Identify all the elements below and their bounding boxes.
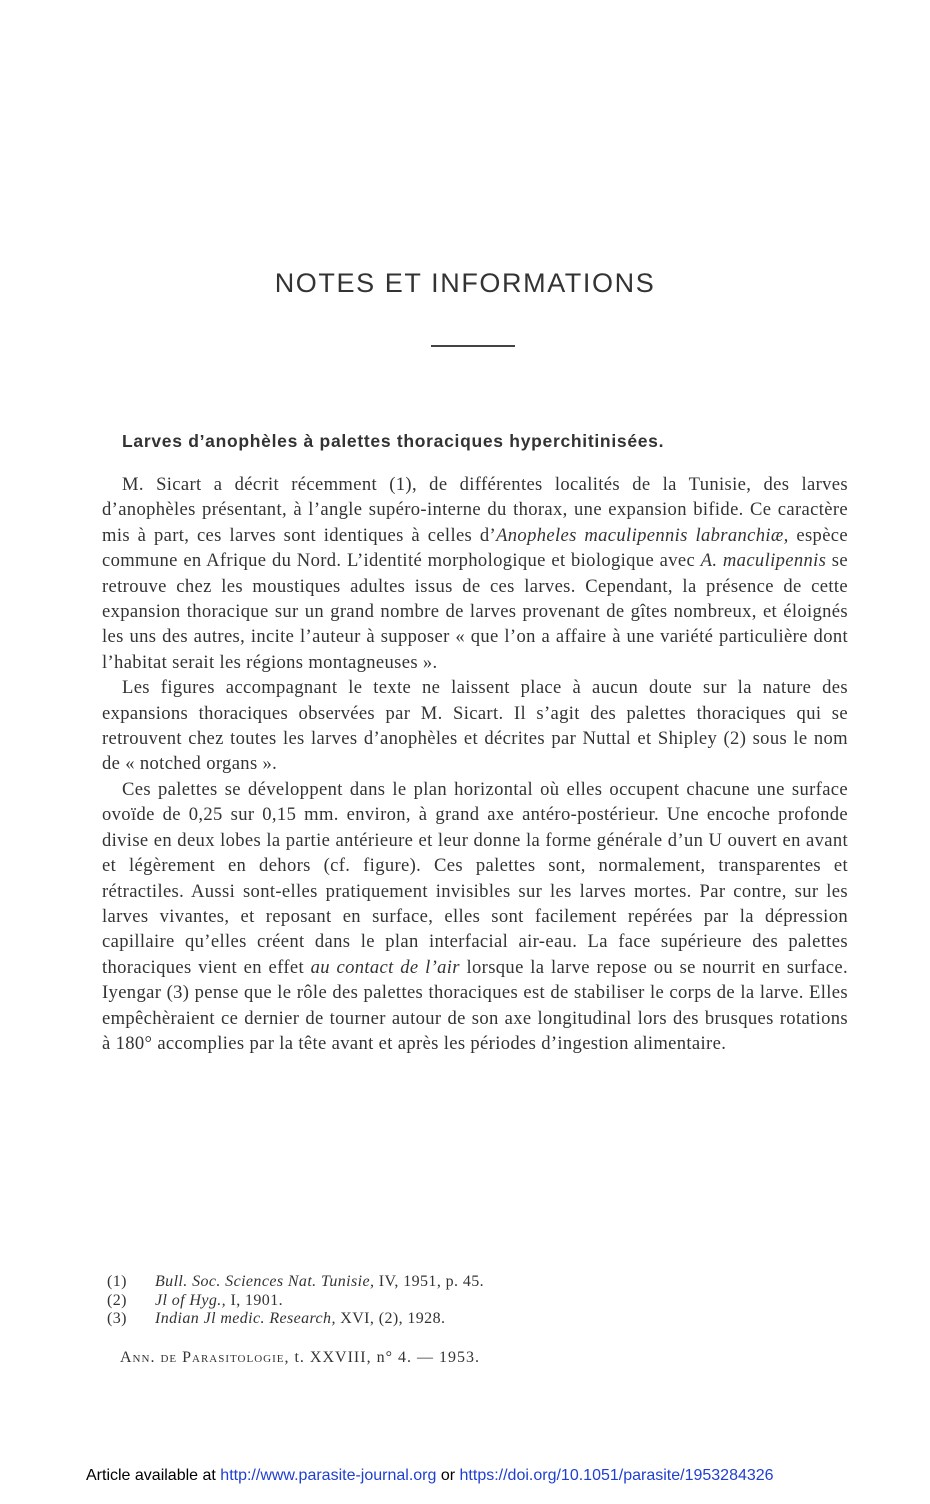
footnote-number: (2) bbox=[107, 1291, 127, 1309]
journal-issue: , t. XXVIII, n° 4. — 1953. bbox=[284, 1349, 480, 1366]
journal-site-link[interactable]: http://www.parasite-journal.org bbox=[220, 1467, 437, 1484]
footnote-1 bbox=[107, 1273, 807, 1292]
availability-prefix: Article available at bbox=[86, 1467, 221, 1484]
journal-reference bbox=[120, 1349, 480, 1367]
title-divider bbox=[431, 345, 515, 347]
footnote-details: IV, 1951, p. 45. bbox=[374, 1273, 485, 1290]
footnote-source: Bull. Soc. Sciences Nat. Tunisie, bbox=[155, 1273, 375, 1290]
paragraph-3-text-c: lorsque la larve repose ou se nourrit en surface. Iyengar (3) pense que le rôle des palettes thoraciques est de stabiliser le corps de la larve. Elles empêchèraient ce dernier de tourner autour de son axe longitudinal lors des brusques rotations à 180° accomplies par la tête avant et après les périodes d’ingestion alimentaire. bbox=[102, 956, 848, 1054]
availability-separator: or bbox=[436, 1467, 460, 1484]
paragraph-1-text-a: M. Sicart a décrit récemment (1), de différentes localités de la Tunisie, des larves d’anophèles présentant, à l’angle supéro-interne du thorax, une expansion bifide. Ce caractère mis à part, ces larves sont identiques à celles d’ bbox=[102, 474, 848, 546]
doi-link[interactable]: https://doi.org/10.1051/parasite/1953284326 bbox=[459, 1467, 774, 1484]
paragraph-1 bbox=[102, 472, 848, 675]
species-name-short-italic: A. maculipennis bbox=[700, 550, 827, 572]
footnote-number: (3) bbox=[107, 1310, 127, 1327]
footnote-3 bbox=[107, 1310, 807, 1329]
footnote-number: (1) bbox=[107, 1273, 127, 1290]
paragraph-2: Les figures accompagnant le texte ne laissent place à aucun doute sur la nature des expansions thoraciques observées par M. Sicart. Il s’agit des palettes thoraciques qui se retrouvent chez toutes les larves d’anophèles et décrites par Nuttal et Shipley (2) sous le nom de « notched organs ». bbox=[102, 677, 848, 775]
species-name-italic: Anopheles maculipennis labranchiæ, bbox=[496, 524, 789, 546]
article-title: Larves d’anophèles à palettes thoraciques hyperchitinisées. bbox=[122, 431, 665, 451]
footnote-details: XVI, (2), 1928. bbox=[335, 1310, 446, 1327]
section-title: NOTES ET INFORMATIONS bbox=[274, 268, 656, 298]
emphasis-italic: au contact de l’air bbox=[310, 956, 460, 978]
journal-name: Ann. de Parasitologie bbox=[120, 1349, 285, 1366]
paragraph-3-text-a: Ces palettes se développent dans le plan horizontal où elles occupent chacune une surface ovoïde de 0,25 sur 0,15 mm. environ, à grand axe antéro-postérieur. Une encoche profonde divise en deux lobes la partie antérieure et leur donne la forme générale d’un U ouvert en avant et légèrement en dehors (cf. figure). Ces palettes sont, normalement, transparentes et rétractiles. Aussi sont-elles pratiquement invisibles sur les larves mortes. Par contre, sur les larves vivantes, et reposant en surface, elles sont facilement repérées par la dépression capillaire qu’elles créent dans le plan interfacial air-eau. La face supérieure des palettes thoraciques vient en effet bbox=[102, 778, 848, 978]
footnote-details: I, 1901. bbox=[226, 1291, 283, 1309]
paragraph-3 bbox=[102, 777, 848, 1056]
footnote-source: Indian Jl medic. Research, bbox=[155, 1310, 336, 1327]
footnote-2 bbox=[107, 1292, 807, 1311]
footnotes bbox=[107, 1273, 807, 1329]
footnote-source: Jl of Hyg., bbox=[155, 1291, 227, 1309]
availability-footer bbox=[86, 1467, 774, 1485]
article-body bbox=[102, 472, 848, 1056]
paragraph-1-text-c: espèce commune en Afrique du Nord. L’identité morphologique et biologique avec bbox=[102, 524, 849, 572]
paragraph-1-text-e: se retrouve chez les moustiques adultes issus de ces larves. Cependant, la présence de cette expansion thoracique sur un grand nombre de larves provenant de gîtes nombreux, et éloignés les uns des autres, incite l’auteur à supposer « que l’on a affaire à une variété particulière dont l’habitat serait les régions montagneuses ». bbox=[102, 550, 848, 673]
